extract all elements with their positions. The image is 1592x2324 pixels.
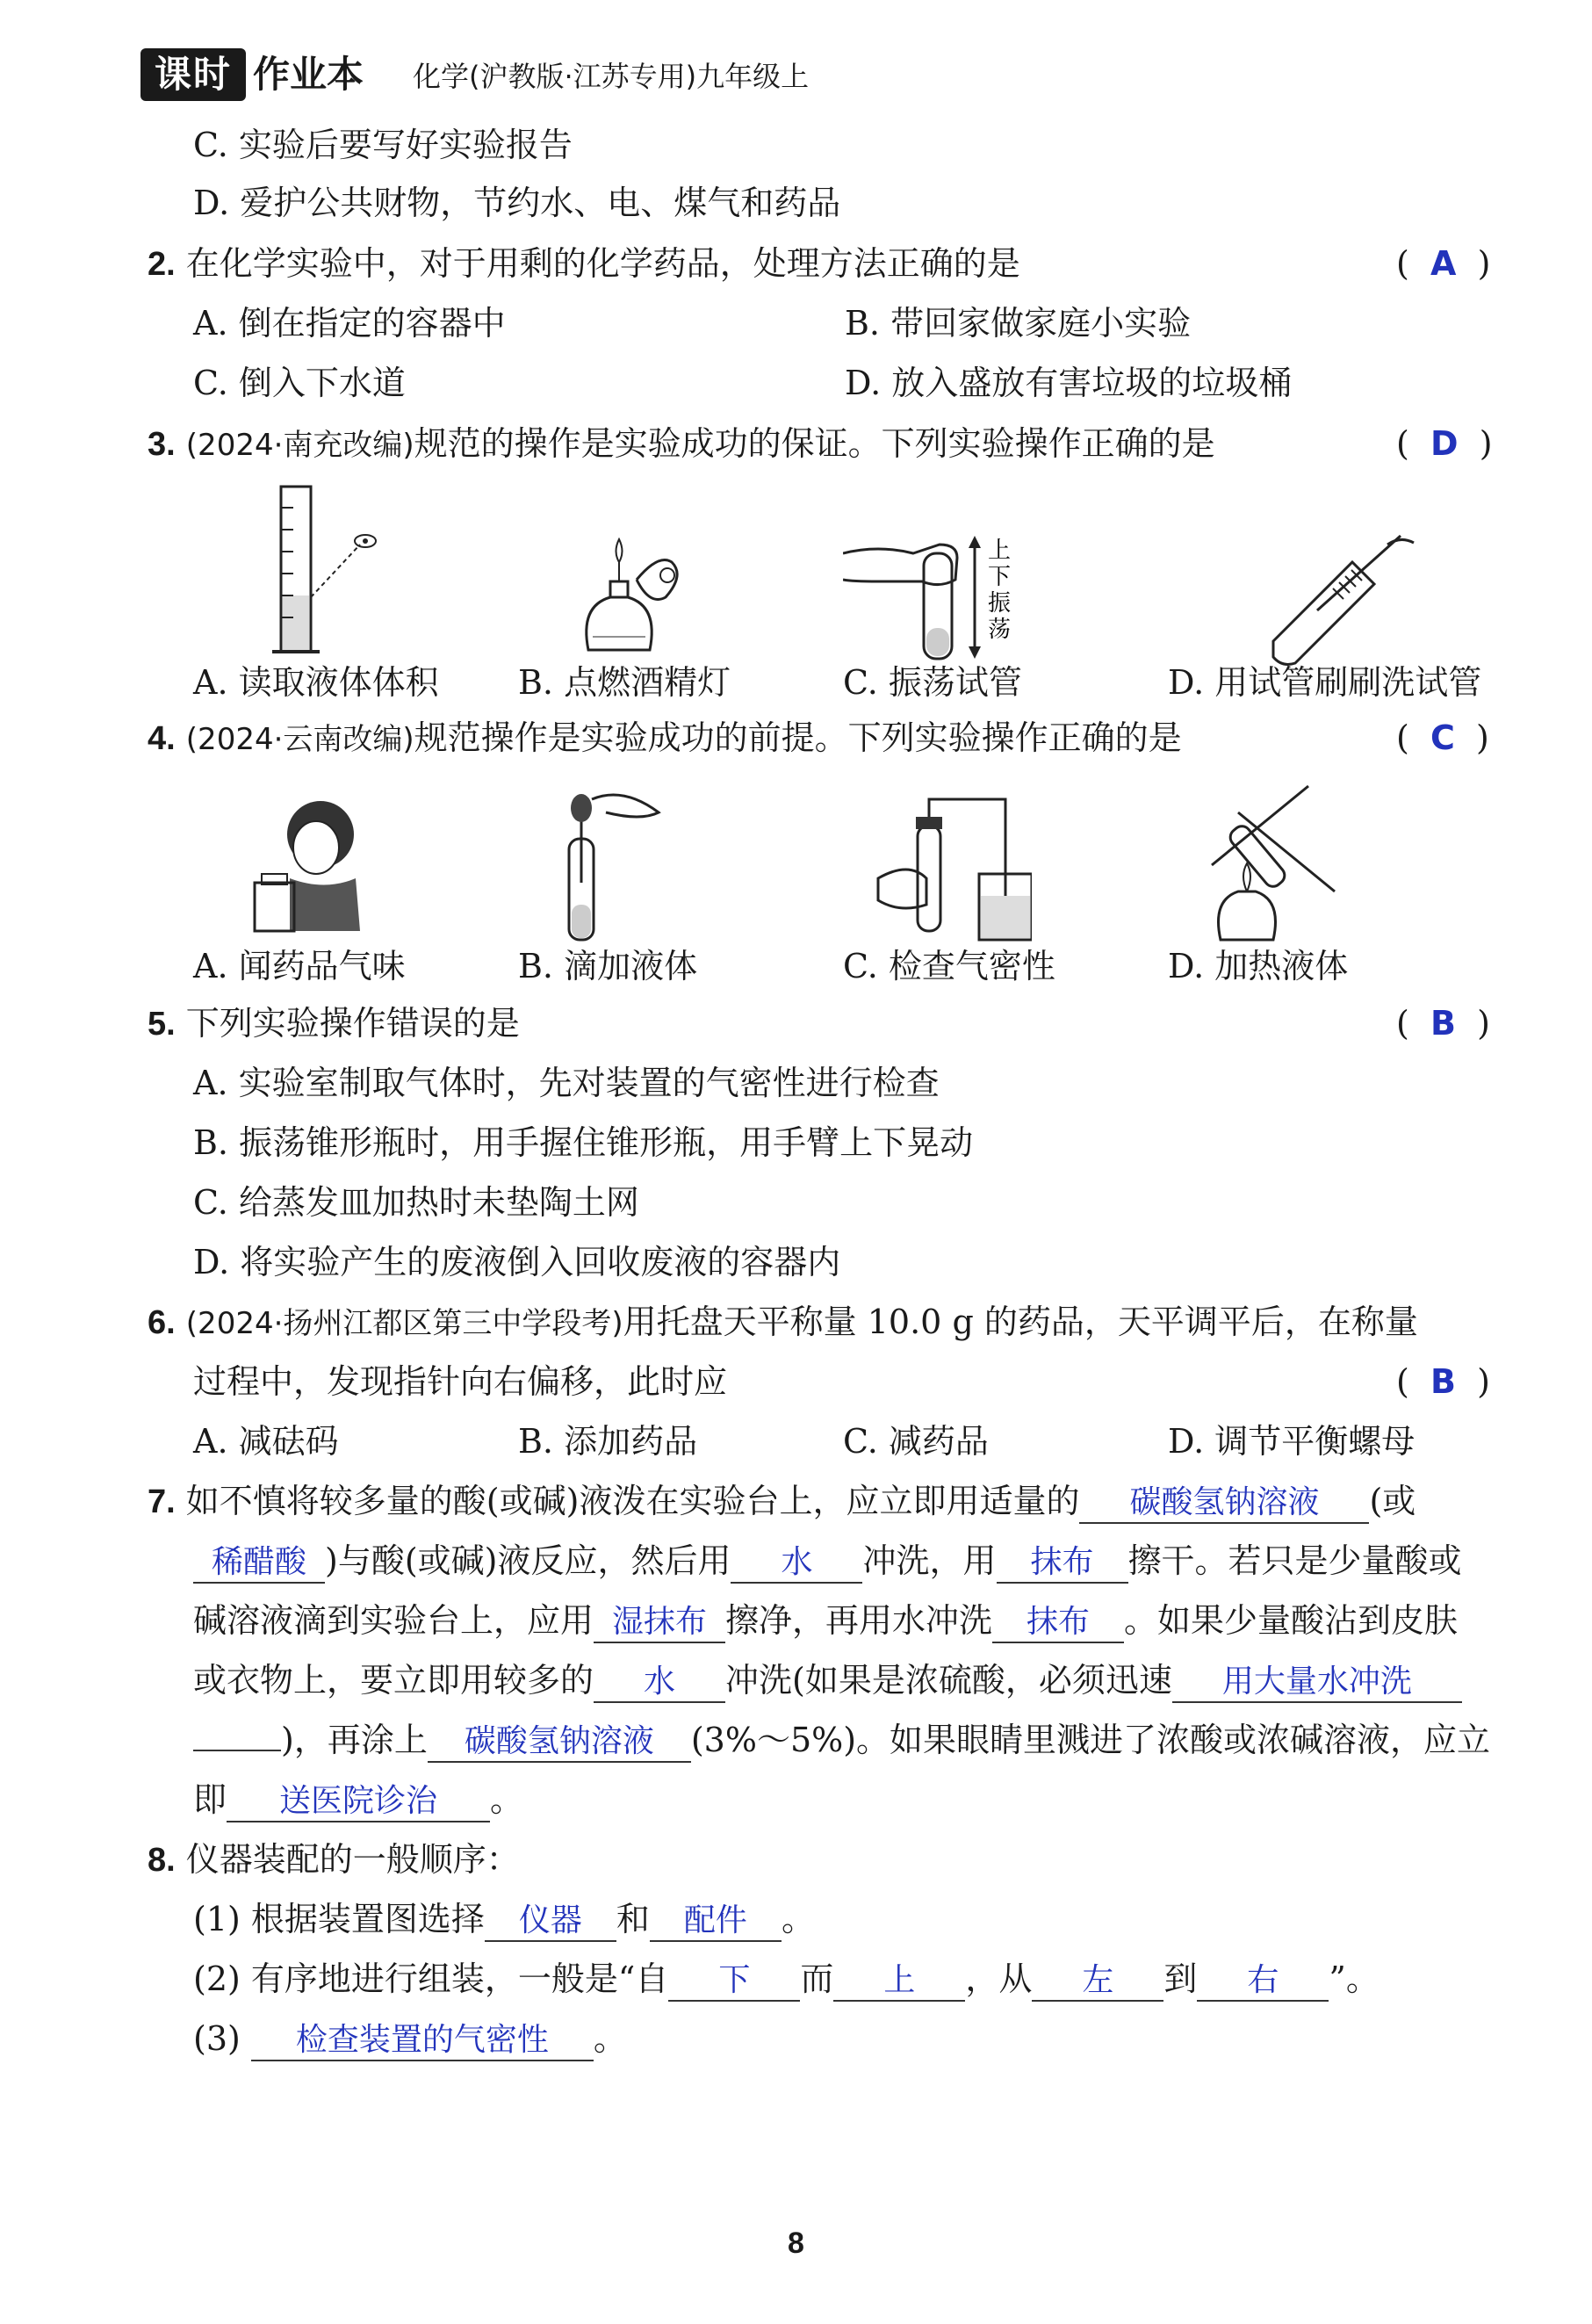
q4-answer: C bbox=[1430, 718, 1455, 757]
q6-option-a: A. 减砝码 bbox=[193, 1422, 339, 1461]
q3-figure-d-test-tube-brush bbox=[1256, 527, 1423, 668]
q2-option-a: A. 倒在指定的容器中 bbox=[193, 304, 506, 343]
q5-option-a: A. 实验室制取气体时，先对装置的气密性进行检查 bbox=[193, 1064, 940, 1102]
logo: 课时 bbox=[140, 48, 246, 101]
q3-fig-c-label-2: 下 bbox=[988, 564, 1012, 590]
q7-text-3: )与酸(或碱)液反应，然后用 bbox=[325, 1541, 731, 1580]
q3-figure-c-shaking-test-tube bbox=[843, 518, 1036, 668]
q4-figure-c-airtightness bbox=[874, 790, 1032, 949]
q6-option-b: B. 添加药品 bbox=[518, 1422, 698, 1461]
q8-stem-text: 仪器装配的一般顺序： bbox=[185, 1840, 520, 1879]
q2-stem bbox=[148, 242, 1020, 286]
q7-text-1: 如不慎将较多量的酸(或碱)液泼在实验台上，应立即用适量的 bbox=[185, 1482, 1080, 1520]
q7-text-5: 擦干。若只是少量酸或 bbox=[1127, 1541, 1462, 1580]
q7-line-5 bbox=[193, 1718, 1490, 1763]
q1-option-c: C. 实验后要写好实验报告 bbox=[193, 126, 573, 164]
q2-option-d: D. 放入盛放有害垃圾的垃圾桶 bbox=[845, 364, 1293, 402]
q7-blank-7[interactable]: 水 bbox=[594, 1663, 725, 1703]
q5-stem bbox=[148, 1001, 520, 1046]
q8-part-2-text-f: ”。 bbox=[1329, 1960, 1379, 1998]
q7-text-7: 擦净，再用水冲洗 bbox=[725, 1601, 993, 1640]
q7-blank-5[interactable]: 湿抹布 bbox=[594, 1603, 725, 1643]
q2-option-c: C. 倒入下水道 bbox=[193, 364, 406, 402]
q2-number: 2. bbox=[148, 246, 176, 283]
q8-part-3-text-a: (3) bbox=[193, 2019, 241, 2058]
q6-number: 6. bbox=[148, 1304, 176, 1341]
q4-stem bbox=[148, 716, 1182, 761]
q3-stem-text: 规范的操作是实验成功的保证。下列实验操作正确的是 bbox=[414, 424, 1215, 463]
q3-answer-box: ( D ) bbox=[1396, 424, 1493, 463]
q7-number: 7. bbox=[148, 1483, 176, 1520]
q7-line-6 bbox=[193, 1778, 523, 1822]
q7-text-13: 即 bbox=[193, 1780, 227, 1819]
q7-text-11: )，再涂上 bbox=[281, 1721, 428, 1759]
q7-line-4 bbox=[193, 1658, 1462, 1703]
q4-figure-b-dropper bbox=[562, 786, 667, 944]
q3-stem bbox=[148, 422, 1215, 467]
q7-blank-1[interactable]: 碳酸氢钠溶液 bbox=[1079, 1483, 1369, 1524]
q2-answer-box: ( A ) bbox=[1396, 244, 1491, 283]
q8-blank-instrument[interactable]: 仪器 bbox=[485, 1902, 616, 1942]
q6-stem-text-1: 用托盘天平称量 10.0 g 的药品，天平调平后，在称量 bbox=[623, 1303, 1418, 1341]
q8-part-1 bbox=[193, 1897, 815, 1942]
q4-source: (2024·云南改编) bbox=[185, 722, 414, 757]
q6-stem-line-1 bbox=[148, 1300, 1418, 1346]
q7-blank-9[interactable]: 碳酸氢钠溶液 bbox=[428, 1722, 691, 1763]
q7-text-4: 冲洗，用 bbox=[862, 1541, 997, 1580]
q6-answer: B bbox=[1430, 1362, 1456, 1401]
page-number: 8 bbox=[788, 2227, 804, 2260]
q3-answer: D bbox=[1430, 424, 1459, 463]
q7-blank-2[interactable]: 稀醋酸 bbox=[193, 1543, 325, 1584]
q3-number: 3. bbox=[148, 426, 176, 463]
q2-answer: A bbox=[1430, 244, 1457, 283]
q3-fig-c-label-4: 荡 bbox=[988, 617, 1012, 643]
q4-option-c: C. 检查气密性 bbox=[843, 947, 1055, 985]
q4-option-d: D. 加热液体 bbox=[1168, 947, 1349, 985]
q7-blank-3[interactable]: 水 bbox=[731, 1543, 862, 1584]
q3-fig-c-label-3: 振 bbox=[988, 590, 1012, 617]
q3-option-c: C. 振荡试管 bbox=[843, 663, 1022, 702]
q8-stem bbox=[148, 1837, 520, 1882]
q8-number: 8. bbox=[148, 1842, 176, 1879]
q4-stem-text: 规范操作是实验成功的前提。下列实验操作正确的是 bbox=[414, 718, 1182, 757]
q3-option-d: D. 用试管刷刷洗试管 bbox=[1168, 663, 1482, 702]
q8-part-2-text-a: (2) 有序地进行组装，一般是“自 bbox=[193, 1960, 669, 1998]
q3-figure-a-graduated-cylinder bbox=[246, 481, 386, 657]
q7-text-10: 冲洗(如果是浓硫酸，必须迅速 bbox=[725, 1661, 1172, 1700]
q4-number: 4. bbox=[148, 720, 176, 757]
q7-line-2 bbox=[193, 1539, 1462, 1584]
q8-part-1-text-d: 。 bbox=[781, 1900, 815, 1938]
q8-part-1-text-a: (1) 根据装置图选择 bbox=[193, 1900, 485, 1938]
q8-blank-from[interactable]: 下 bbox=[668, 1961, 800, 2002]
q5-option-b: B. 振荡锥形瓶时，用手握住锥形瓶，用手臂上下晃动 bbox=[193, 1123, 974, 1162]
q8-blank-start-side[interactable]: 左 bbox=[1032, 1961, 1163, 2002]
q6-option-d: D. 调节平衡螺母 bbox=[1168, 1422, 1416, 1461]
q7-blank-8[interactable]: 用大量水冲洗 bbox=[1172, 1663, 1462, 1703]
q8-blank-accessory[interactable]: 配件 bbox=[650, 1902, 782, 1942]
q6-source: (2024·扬州江都区第三中学段考) bbox=[185, 1306, 623, 1341]
q8-part-2 bbox=[193, 1957, 1379, 2002]
q5-stem-text: 下列实验操作错误的是 bbox=[185, 1004, 520, 1043]
q2-option-b: B. 带回家做家庭小实验 bbox=[845, 304, 1192, 343]
q8-part-2-text-d: ，从 bbox=[965, 1960, 1033, 1998]
q5-number: 5. bbox=[148, 1006, 176, 1043]
header-title: 作业本 bbox=[253, 53, 364, 96]
q7-blank-6[interactable]: 抹布 bbox=[992, 1603, 1124, 1643]
q8-part-1-text-c: 和 bbox=[616, 1900, 650, 1938]
q7-line-1 bbox=[148, 1479, 1416, 1524]
q8-blank-check[interactable]: 检查装置的气密性 bbox=[251, 2021, 594, 2061]
q3-option-a: A. 读取液体体积 bbox=[193, 663, 439, 702]
header-subject: 化学(沪教版·江苏专用)九年级上 bbox=[413, 60, 810, 93]
q4-option-b: B. 滴加液体 bbox=[518, 947, 698, 985]
q4-option-a: A. 闻药品气味 bbox=[193, 947, 406, 985]
q8-blank-to[interactable]: 上 bbox=[833, 1961, 965, 2002]
q2-stem-text: 在化学实验中，对于用剩的化学药品，处理方法正确的是 bbox=[185, 244, 1020, 283]
q8-part-2-text-c: 而 bbox=[800, 1960, 834, 1998]
q5-answer: B bbox=[1430, 1004, 1456, 1043]
q5-option-c: C. 给蒸发皿加热时未垫陶土网 bbox=[193, 1183, 639, 1222]
q7-text-8: 。如果少量酸沾到皮肤 bbox=[1124, 1601, 1459, 1640]
q4-figure-a-smelling bbox=[246, 795, 369, 935]
q8-blank-end-side[interactable]: 右 bbox=[1197, 1961, 1329, 2002]
q3-option-b: B. 点燃酒精灯 bbox=[518, 663, 731, 702]
q7-text-14: 。 bbox=[490, 1780, 524, 1819]
q7-line-3 bbox=[193, 1599, 1458, 1643]
q5-option-d: D. 将实验产生的废液倒入回收废液的容器内 bbox=[193, 1243, 841, 1281]
q8-part-2-text-e: 到 bbox=[1163, 1960, 1198, 1998]
q8-part-3 bbox=[193, 2017, 627, 2061]
q3-figure-b-alcohol-lamp bbox=[562, 527, 694, 659]
q5-answer-box: ( B ) bbox=[1396, 1004, 1490, 1043]
q8-part-3-text-c: 。 bbox=[593, 2019, 627, 2058]
q7-text-6: 碱溶液滴到实验台上，应用 bbox=[193, 1601, 594, 1640]
q3-fig-c-label-1: 上 bbox=[988, 538, 1012, 564]
q7-blank-10[interactable]: 送医院诊治 bbox=[227, 1782, 490, 1822]
q1-option-d: D. 爱护公共财物，节约水、电、煤气和药品 bbox=[193, 184, 841, 222]
q7-text-9: 或衣物上，要立即用较多的 bbox=[193, 1661, 594, 1700]
q7-blank-4[interactable]: 抹布 bbox=[997, 1543, 1128, 1584]
q4-figure-d-heating-liquid bbox=[1185, 777, 1343, 944]
q7-text-2: (或 bbox=[1369, 1482, 1416, 1520]
q6-answer-box: ( B ) bbox=[1396, 1362, 1490, 1401]
q6-option-c: C. 减药品 bbox=[843, 1422, 989, 1461]
q7-text-12: (3%～5%)。如果眼睛里溅进了浓酸或浓碱溶液，应立 bbox=[690, 1721, 1491, 1759]
q3-source: (2024·南充改编) bbox=[185, 428, 414, 463]
q4-answer-box: ( C ) bbox=[1396, 718, 1489, 757]
q7-blank-8-continued bbox=[193, 1750, 281, 1751]
q6-stem-line-2: 过程中，发现指针向右偏移，此时应 bbox=[193, 1362, 728, 1401]
